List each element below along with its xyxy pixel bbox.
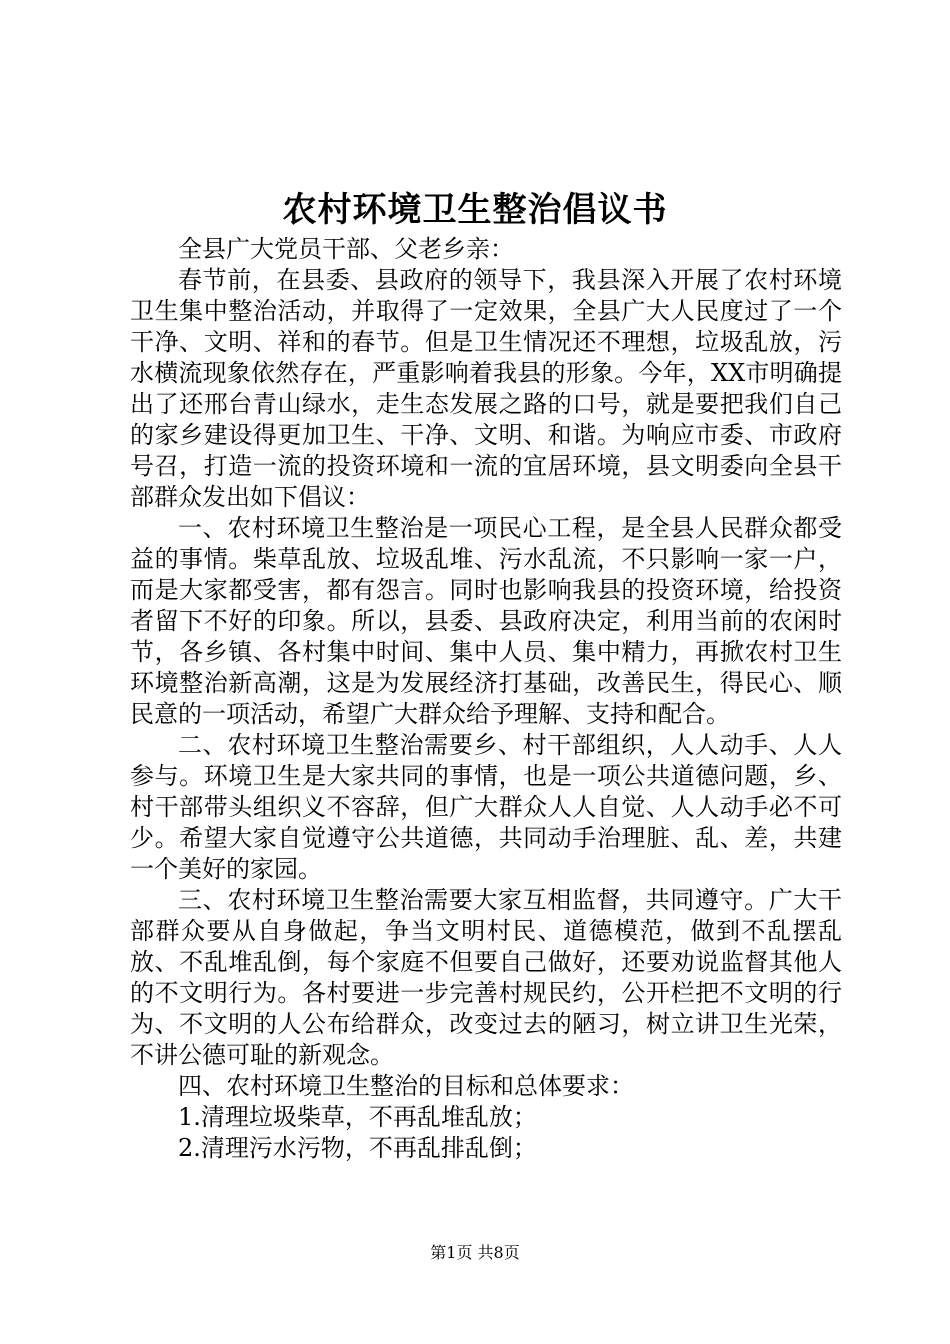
paragraph-point-4: 四、农村环境卫生整治的目标和总体要求：	[178, 1072, 634, 1100]
list-item-1: 1.清理垃圾柴草，不再乱堆乱放；	[178, 1103, 537, 1131]
salutation: 全县广大党员干部、父老乡亲：	[178, 235, 514, 263]
paragraph-point-1: 一、农村环境卫生整治是一项民心工程，是全县人民群众都受益的事情。柴草乱放、垃圾乱堆、污水乱流，不只影响一家一户，而是大家都受害，都有怨言。同时也影响我县的投资环境，给投资者留下不好的印象。所以，县委、县政府决定，利用当前的农闲时节，各乡镇、各村集中时间、集中人员、集中精力，再掀农村卫生环境整治新高潮，这是为发展经济打基础，改善民生，得民心、顺民意的一项活动，希望广大群众给予理解、支持和配合。	[130, 514, 842, 728]
paragraph-point-3: 三、农村环境卫生整治需要大家互相监督，共同遵守。广大干部群众要从自身做起，争当文明村民、道德模范，做到不乱摆乱放、不乱堆乱倒，每个家庭不但要自己做好，还要劝说监督其他人的不文明行为。各村要进一步完善村规民约，公开栏把不文明的行为、不文明的人公布给群众，改变过去的陋习，树立讲卫生光荣，不讲公德可耻的新观念。	[130, 886, 842, 1069]
list-item-2: 2.清理污水污物，不再乱排乱倒；	[178, 1134, 537, 1162]
page-number-footer: 第1页 共8页	[430, 1243, 520, 1262]
document-title: 农村环境卫生整治倡议书	[282, 190, 668, 230]
paragraph-intro: 春节前，在县委、县政府的领导下，我县深入开展了农村环境卫生集中整治活动，并取得了一定效果，全县广大人民度过了一个干净、文明、祥和的春节。但是卫生情况还不理想，垃圾乱放，污水横流现象依然存在，严重影响着我县的形象。今年，XX市明确提出了还邢台青山绿水，走生态发展之路的口号，就是要把我们自己的家乡建设得更加卫生、干净、文明、和谐。为响应市委、市政府号召，打造一流的投资环境和一流的宜居环境，县文明委向全县干部群众发出如下倡议：	[130, 266, 842, 511]
paragraph-point-2: 二、农村环境卫生整治需要乡、村干部组织，人人动手、人人参与。环境卫生是大家共同的事情，也是一项公共道德问题，乡、村干部带头组织义不容辞，但广大群众人人自觉、人人动手必不可少。希望大家自觉遵守公共道德，共同动手治理脏、乱、差，共建一个美好的家园。	[130, 731, 842, 883]
document-body	[130, 234, 842, 1164]
